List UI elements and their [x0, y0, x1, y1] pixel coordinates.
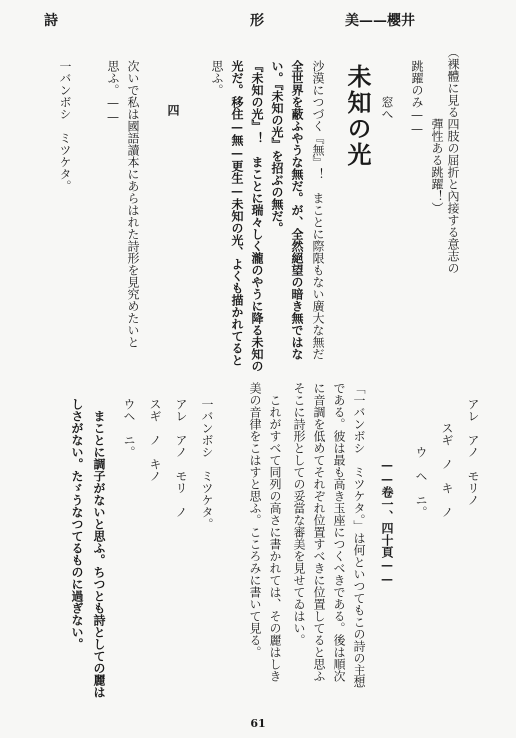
text-column: 『未知の光』！ まことに瑞々しく瀧のやうに降る未知の	[250, 60, 264, 372]
text-column: 沙漠につづく『無』！ まことに際限もない廣大な無だ	[311, 60, 325, 360]
text-column: 思ふ。	[210, 60, 224, 96]
text-column: アレ アノ モリ ノ	[174, 398, 188, 518]
text-column: 思ふ。——	[106, 60, 120, 124]
text-column: 光だ。移住—無—更生—未知の光、よくも描かれてると	[230, 60, 244, 366]
text-column: である。彼は最も高き玉座につくべきである。後は順次	[332, 382, 346, 682]
text-column: これがすべて同列の高さに書かれては、その麗はしき	[268, 382, 282, 682]
text-column: 一バンボシ ミツケタ。	[200, 398, 214, 530]
text-column: 跳躍のみ——	[410, 60, 424, 136]
text-column: に音調を低めてそれぞれ位置すべきに位置してると思ふ	[312, 382, 326, 682]
text-column: そこに詩形としての妥當な審美を見せてゐはい。	[292, 382, 306, 646]
text-column: ——卷一、四十頁——	[380, 398, 394, 586]
text-column: 次いで私は國語讀本にあらはれた詩形を見究めたいと	[126, 60, 140, 348]
page-number: 61	[250, 717, 266, 730]
section-number: 四	[166, 104, 180, 116]
header-mid: 形	[250, 13, 264, 29]
text-column: 美の音律をこはすと思ふ。こころみに書いて見る。	[248, 382, 262, 658]
text-column: しさがない。たゞうなつてるものに過ぎない。	[70, 398, 84, 650]
text-column: まことに調子がないと思ふ。ちつとも詩としての麗は	[92, 398, 106, 698]
text-column: ウ ヘ ニ。	[414, 398, 428, 518]
text-column: （裸體に見る四肢の屈折と內接する意志の	[446, 46, 460, 274]
text-column: 一バンボシ ミツケタ。	[58, 60, 72, 192]
section-title: 未知の光	[343, 64, 372, 168]
text-column: スギ ノ キノ	[148, 398, 162, 482]
text-column: 窓へ	[380, 60, 394, 120]
header-left: 詩	[44, 13, 58, 29]
text-column: 全世界を蔽ふやうな無だ。が、全然絕望の暗き無ではな	[290, 60, 304, 360]
header-right: 美——櫻井	[345, 13, 415, 29]
text-column: 「一バンボシ ミツケタ。」は何といつてもこの詩の主想	[352, 382, 366, 688]
text-column: い。『未知の光』を招ぶの無だ。	[270, 60, 284, 234]
text-column: ウヘ ニ。	[122, 398, 136, 458]
text-column: アレ アノ モリノ	[466, 398, 480, 506]
text-column: 彈性ある跳躍！）	[430, 46, 444, 214]
text-column: スギ ノ キ ノ	[440, 398, 454, 518]
running-header	[0, 10, 516, 30]
